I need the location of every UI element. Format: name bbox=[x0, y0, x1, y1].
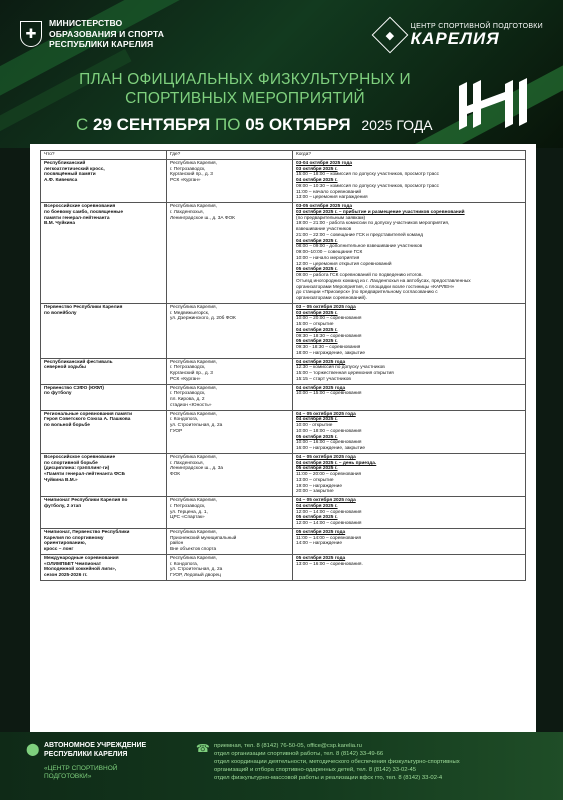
org-line: ПОДГОТОВКИ» bbox=[44, 773, 92, 780]
event-name-line: «Памяти генерал-лейтенанта ФСБ bbox=[44, 472, 125, 477]
event-name-cell bbox=[41, 410, 167, 453]
event-place-line: Республика Карелия, bbox=[170, 411, 217, 417]
event-name-line: Чемпионат, Первенство Республики bbox=[44, 529, 130, 535]
date-range bbox=[76, 115, 436, 135]
event-place-line: ГУОР bbox=[170, 428, 183, 434]
crest-icon: ✚ bbox=[20, 21, 42, 47]
table-row bbox=[41, 497, 526, 529]
table-row bbox=[41, 159, 526, 202]
event-place-line: ул. Дзержинского, д. 20б ФОК bbox=[170, 316, 236, 322]
event-place-line: РСК «Курган» bbox=[170, 178, 201, 183]
event-name-cell bbox=[41, 203, 167, 304]
event-name-line: по боевому самбо, посвященные bbox=[44, 209, 124, 215]
contact-line: отдел организации спортивной работы, тел. 8 (8142) 33-49-66 bbox=[214, 751, 384, 757]
event-place-line: Республика Карелия, bbox=[170, 204, 217, 209]
date-to-word: ПО bbox=[215, 115, 241, 134]
event-time-line: 15:00 – торжественная церемония открытия bbox=[296, 371, 394, 376]
event-time-line: 09:00 – работа ГСК соревнований по подведению итогов. bbox=[296, 273, 423, 278]
event-place-line: Курганский пр., д. 3 bbox=[170, 172, 213, 178]
event-name-line: А.Ф. Кивекяса bbox=[44, 178, 78, 183]
event-time-line: организаторами соревнований). bbox=[296, 296, 367, 301]
contact-line: отдел физкультурно-массовой работы и реализации вфск гто, тел. 8 (8142) 33-02-4 bbox=[214, 775, 443, 781]
event-date-heading: 04 октября 2025 г. bbox=[296, 417, 338, 423]
event-date-heading: 04 – 05 октября 2025 года bbox=[296, 498, 356, 503]
page-title bbox=[70, 70, 420, 108]
header-when: Когда? bbox=[293, 151, 526, 160]
footer-contacts bbox=[196, 742, 556, 782]
event-place-line: Республика Карелия, bbox=[170, 160, 217, 166]
event-time-line: 19:00 – 21:00 - работа комиссии по допуску участников мероприятия, bbox=[296, 221, 450, 227]
event-time-line: 09:30 – 18:30 – соревнования bbox=[296, 333, 362, 339]
event-place-line: г. Петрозаводск, bbox=[170, 391, 206, 397]
event-place-cell bbox=[167, 159, 293, 202]
event-name-cell bbox=[41, 554, 167, 580]
event-time-line: 10:00 – 20:00 – соревнования bbox=[296, 316, 362, 322]
event-date-heading: 05 октября 2025 г. bbox=[296, 267, 338, 273]
event-time-line: 11:00 – начало соревнований bbox=[296, 189, 362, 195]
event-name-line: по волейболу bbox=[44, 310, 77, 316]
event-place-line: ГУОР, Ледовый дворец bbox=[170, 573, 221, 578]
contact-line: отдел координации деятельности, методического обеспечения физкультурно-спортивных bbox=[214, 759, 460, 765]
header-banner bbox=[0, 0, 563, 148]
event-place-line: район bbox=[170, 541, 184, 547]
event-name-line: Международные соревнования bbox=[44, 555, 119, 561]
event-place-line: Вне объектов спорта bbox=[170, 547, 217, 552]
event-name-line: северной ходьбы bbox=[44, 365, 86, 371]
center-logo-icon: ◆ bbox=[371, 17, 408, 54]
event-place-cell bbox=[167, 453, 293, 496]
event-name-line: Молодежной хоккейной лиги», bbox=[44, 567, 117, 573]
event-time-line: 09:00–10:00 – совещание ГСК bbox=[296, 250, 363, 255]
table-row bbox=[41, 453, 526, 496]
event-time-line: 10:00 - открытие bbox=[296, 423, 333, 428]
event-time-line: до станции «Приозерск» (по предварительному согласованию с bbox=[296, 290, 438, 296]
event-place-cell bbox=[167, 303, 293, 358]
ministry-line: ОБРАЗОВАНИЯ И СПОРТА bbox=[49, 28, 165, 39]
title-line: СПОРТИВНЫХ МЕРОПРИЯТИЙ bbox=[125, 90, 365, 107]
event-place-line: г. Кондопога, bbox=[170, 561, 199, 567]
event-name-cell bbox=[41, 528, 167, 554]
event-place-line: Ленинградское ш., д. 3А ФОК bbox=[170, 215, 235, 221]
event-name-line: Всероссийские соревнования bbox=[44, 204, 116, 209]
event-place-line: Прионежский муниципальный bbox=[170, 535, 237, 541]
event-place-line: Курганский пр., д. 3 bbox=[170, 371, 213, 376]
event-date-heading: 05 октября 2025 г. bbox=[296, 466, 338, 472]
event-name-line: Карелия по спортивному bbox=[44, 535, 104, 541]
event-time-line: 13:00 – 16:00 – соревнования. bbox=[296, 561, 363, 567]
header-where: Где? bbox=[167, 151, 293, 160]
event-date-heading: 05 октября 2025 г. bbox=[296, 434, 338, 440]
event-date-heading: 03 – 05 октября 2025 года bbox=[296, 304, 356, 310]
event-name-cell bbox=[41, 303, 167, 358]
date-year: 2025 ГОДА bbox=[361, 117, 433, 133]
event-place-line: г. Медвежьегорск, bbox=[170, 310, 210, 316]
event-name-line: Первенство Республики Карелия bbox=[44, 304, 123, 310]
center-brand: КАРЕЛИЯ bbox=[410, 28, 500, 48]
event-name-line: Первенство СЗФО (ЮФЛ) bbox=[44, 385, 104, 391]
event-time-cell bbox=[293, 410, 526, 453]
event-time-line: 09:30 - 18:30 – соревнования bbox=[296, 345, 361, 350]
table-row bbox=[41, 528, 526, 554]
event-name-line: по спортивной борьбе bbox=[44, 460, 98, 466]
event-time-line: 19:00 – награждение bbox=[296, 483, 342, 489]
event-name-line: Героя Советского Союза А. Пашкова bbox=[44, 417, 131, 423]
event-place-cell bbox=[167, 203, 293, 304]
event-place-line: пл. Кирова, д. 2 bbox=[170, 397, 205, 402]
footer-org bbox=[26, 742, 146, 781]
event-place-cell bbox=[167, 384, 293, 410]
event-date-heading: 03 октября 2025 г. bbox=[296, 310, 338, 316]
event-time-line: 11:00 – 14:00 – соревнования bbox=[296, 535, 362, 541]
event-name-cell bbox=[41, 358, 167, 384]
event-place-line: Республика Карелия, bbox=[170, 359, 217, 365]
table-row bbox=[41, 410, 526, 453]
event-date-heading: 03-04 октября 2025 года bbox=[296, 160, 353, 166]
event-time-line: 10:00 – начало мероприятия bbox=[296, 255, 360, 261]
event-name-line: Республиканский bbox=[44, 160, 86, 166]
event-name-line: «ОЛИМПБЕТ Чемпионат bbox=[44, 561, 102, 567]
event-date-heading: 04 октября 2025 года bbox=[296, 385, 346, 391]
event-name-line: по футболу bbox=[44, 391, 72, 397]
event-name-line: Чемпионат Республики Карелия по bbox=[44, 498, 128, 503]
ministry-name bbox=[49, 18, 164, 50]
event-place-line: ул. Строительная, д. 2а bbox=[170, 423, 223, 428]
event-place-line: г. Петрозаводск, bbox=[170, 365, 206, 371]
event-time-line: 21:00 – 22:00 – совещание ГСК и представителей команд bbox=[296, 232, 424, 238]
event-time-cell bbox=[293, 453, 526, 496]
date-from-word: С bbox=[76, 115, 89, 134]
event-date-heading: 03 октября 2025 г. bbox=[296, 166, 338, 172]
center-logo bbox=[377, 22, 543, 48]
event-time-line: 10:00 – 16:00 – соревнования bbox=[296, 440, 362, 446]
event-date-heading: 05 октября 2025 года bbox=[296, 529, 346, 535]
org-line: РЕСПУБЛИКИ КАРЕЛИЯ bbox=[44, 750, 128, 758]
event-place-cell bbox=[167, 358, 293, 384]
date-from: 29 СЕНТЯБРЯ bbox=[93, 115, 211, 134]
event-place-line: г. Петрозаводск, bbox=[170, 503, 206, 509]
event-date-heading: 04 октября 2025 г. bbox=[296, 327, 338, 333]
event-place-cell bbox=[167, 497, 293, 529]
event-place-line: Республика Карелия, bbox=[170, 498, 217, 503]
header-what: Что? bbox=[41, 151, 167, 160]
event-time-cell bbox=[293, 203, 526, 304]
phone-icon: ☎ bbox=[196, 743, 210, 755]
event-place-cell bbox=[167, 554, 293, 580]
table-body bbox=[41, 159, 526, 580]
event-time-line: 10:00 – 18:00 – соревнования bbox=[296, 428, 362, 434]
table-row bbox=[41, 384, 526, 410]
event-time-line: взвешивание участников bbox=[296, 227, 352, 232]
event-place-line: ЦРС «Спартак» bbox=[170, 515, 205, 521]
event-time-line: Отъезд иногородних команд из г. Лахденпохья на автобусах, предоставленных bbox=[296, 278, 471, 284]
event-name-line: кросс – лонг bbox=[44, 547, 74, 552]
event-name-line: посвящённый памяти bbox=[44, 172, 96, 178]
event-time-line: 12:00 – 14:00 – соревнования bbox=[296, 521, 362, 526]
event-place-line: ул. Герцена, д. 1, bbox=[170, 509, 208, 515]
event-place-line: ФОК bbox=[170, 472, 181, 477]
event-name-cell bbox=[41, 159, 167, 202]
event-date-heading: 04 – 05 октября 2025 года bbox=[296, 411, 356, 417]
ministry-line: МИНИСТЕРСТВО bbox=[49, 18, 123, 28]
event-name-line: Региональные соревнования памяти bbox=[44, 411, 133, 417]
event-time-line: 09:00 – 10:30 – комиссия по допуску участников, просмотр трасс bbox=[296, 183, 439, 189]
contact-line: организаций и отбора спортивно-одаренных детей, тел. 8 (8142) 33-02-45 bbox=[214, 767, 417, 773]
event-date-heading: 04 октября 2025 г. – день приезда. bbox=[296, 460, 377, 466]
event-time-cell bbox=[293, 528, 526, 554]
event-time-line: 20:00 – закрытие bbox=[296, 489, 334, 495]
event-name-line: В.М. Чуйкина bbox=[44, 221, 76, 227]
table-row bbox=[41, 303, 526, 358]
event-name-line: футболу, 2 этап bbox=[44, 503, 82, 509]
event-time-line: 08:00 – 09:00 - дополнительное взвешивание участников bbox=[296, 244, 423, 250]
ministry-line: РЕСПУБЛИКИ КАРЕЛИЯ bbox=[49, 39, 154, 49]
event-place-line: РСК «Курган» bbox=[170, 376, 201, 382]
event-name-line: Чуйкина В.М.» bbox=[44, 477, 78, 483]
location-pin-icon: ⬤ bbox=[26, 742, 40, 756]
table-header-row bbox=[41, 151, 526, 160]
event-place-line: г. Петрозаводск, bbox=[170, 166, 206, 172]
event-name-line: памяти генерал-лейтенанта bbox=[44, 215, 110, 221]
event-name-line: (дисциплина: грэпплинг-ги) bbox=[44, 466, 110, 472]
event-date-heading: 04 октября 2025 г. bbox=[296, 178, 338, 183]
event-place-line: Республика Карелия, bbox=[170, 529, 217, 535]
org-line: «ЦЕНТР СПОРТИВНОЙ bbox=[44, 765, 118, 772]
table-row bbox=[41, 203, 526, 304]
table-row bbox=[41, 554, 526, 580]
event-place-line: Ленинградское ш., д. 3а bbox=[170, 466, 224, 472]
ministry-logo bbox=[20, 18, 164, 50]
event-place-line: Республика Карелия, bbox=[170, 555, 217, 561]
event-time-line: 10:00 – 15:00 – соревнования bbox=[296, 391, 362, 397]
event-name-line: легкоатлетический кросс, bbox=[44, 166, 105, 172]
event-time-cell bbox=[293, 159, 526, 202]
event-time-line: 12:30 – комиссия по допуску участников bbox=[296, 365, 385, 371]
event-date-heading: 05 октября 2025 г. bbox=[296, 339, 338, 345]
date-to: 05 ОКТЯБРЯ bbox=[245, 115, 351, 134]
event-time-line: 13:00 – открытие bbox=[296, 477, 334, 483]
event-name-line: сезон 2025-2026 гг. bbox=[44, 573, 88, 578]
event-name-line: Республиканский фестиваль bbox=[44, 359, 113, 365]
event-name-cell bbox=[41, 384, 167, 410]
event-date-heading: 04 октября 2025 г. bbox=[296, 503, 338, 509]
event-date-heading: 03 октября 2025 г. – прибытие и размещение участников соревнований bbox=[296, 209, 465, 215]
event-name-cell bbox=[41, 497, 167, 529]
event-name-line: Всероссийское соревнование bbox=[44, 454, 116, 460]
event-time-line: 12:00 – 14:00 – соревнования bbox=[296, 509, 362, 515]
event-place-line: стадион «Юность» bbox=[170, 402, 212, 408]
event-name-line: ориентированию, bbox=[44, 541, 86, 547]
event-time-cell bbox=[293, 303, 526, 358]
event-place-line: ул. Строительная, д. 2а bbox=[170, 567, 223, 573]
event-date-heading: 05 октября 2025 года bbox=[296, 555, 346, 561]
event-time-line: 15:00 – 18:00 – комиссия по допуску участников, просмотр трасс bbox=[296, 172, 439, 178]
emblem-icon bbox=[453, 76, 533, 132]
event-place-line: Республика Карелия, bbox=[170, 454, 217, 460]
event-time-line: 15:15 – старт участников bbox=[296, 376, 351, 382]
event-time-cell bbox=[293, 384, 526, 410]
footer bbox=[0, 732, 563, 800]
title-line: ПЛАН ОФИЦИАЛЬНЫХ ФИЗКУЛЬТУРНЫХ И bbox=[79, 71, 411, 88]
schedule-sheet bbox=[30, 144, 536, 732]
event-date-heading: 04 октября 2025 года bbox=[296, 359, 346, 365]
event-date-heading: 04 октября 2025 г. bbox=[296, 238, 338, 244]
event-time-line: 11:00 – 20:00 – соревнования bbox=[296, 472, 362, 477]
event-time-line: 13:00 – церемония награждения bbox=[296, 195, 368, 201]
event-time-cell bbox=[293, 358, 526, 384]
event-time-line: 18:00 – награждение, закрытие bbox=[296, 350, 366, 356]
event-place-cell bbox=[167, 528, 293, 554]
contact-line[interactable]: приемная, тел. 8 (8142) 76-50-05, office@csp.karelia.ru bbox=[214, 743, 362, 749]
event-place-line: Республика Карелия, bbox=[170, 304, 217, 310]
event-time-cell bbox=[293, 497, 526, 529]
event-time-line: 16:00 – награждение, закрытие bbox=[296, 446, 366, 451]
event-time-line: 14:00 – награждение bbox=[296, 541, 342, 547]
event-name-cell bbox=[41, 453, 167, 496]
event-time-cell bbox=[293, 554, 526, 580]
event-place-line: Республика Карелия, bbox=[170, 385, 217, 391]
event-place-cell bbox=[167, 410, 293, 453]
event-date-heading: 03-05 октября 2025 года bbox=[296, 204, 353, 209]
events-table bbox=[40, 150, 526, 581]
event-place-line: г. Лахденпохья, bbox=[170, 460, 204, 466]
event-date-heading: 04 – 05 октября 2025 года bbox=[296, 454, 356, 460]
event-name-line: по вольной борьбе bbox=[44, 423, 90, 428]
event-time-line: 15:00 – открытие bbox=[296, 322, 334, 327]
center-name: ЦЕНТР СПОРТИВНОЙ ПОДГОТОВКИ bbox=[410, 22, 543, 30]
event-time-line: (по предварительным заявкам) bbox=[296, 215, 366, 221]
event-place-line: г. Кондопога, bbox=[170, 417, 199, 423]
event-time-line: 12:00 – церемония открытия соревнований bbox=[296, 261, 392, 267]
table-row bbox=[41, 358, 526, 384]
event-place-line: г. Лахденпохья, bbox=[170, 209, 204, 215]
event-date-heading: 05 октября 2025 г. bbox=[296, 515, 338, 521]
org-line: АВТОНОМНОЕ УЧРЕЖДЕНИЕ bbox=[44, 742, 147, 749]
event-time-line: организаторами Мероприятия, с площадки возле гостиницы «КАРЛЕН» bbox=[296, 284, 455, 290]
